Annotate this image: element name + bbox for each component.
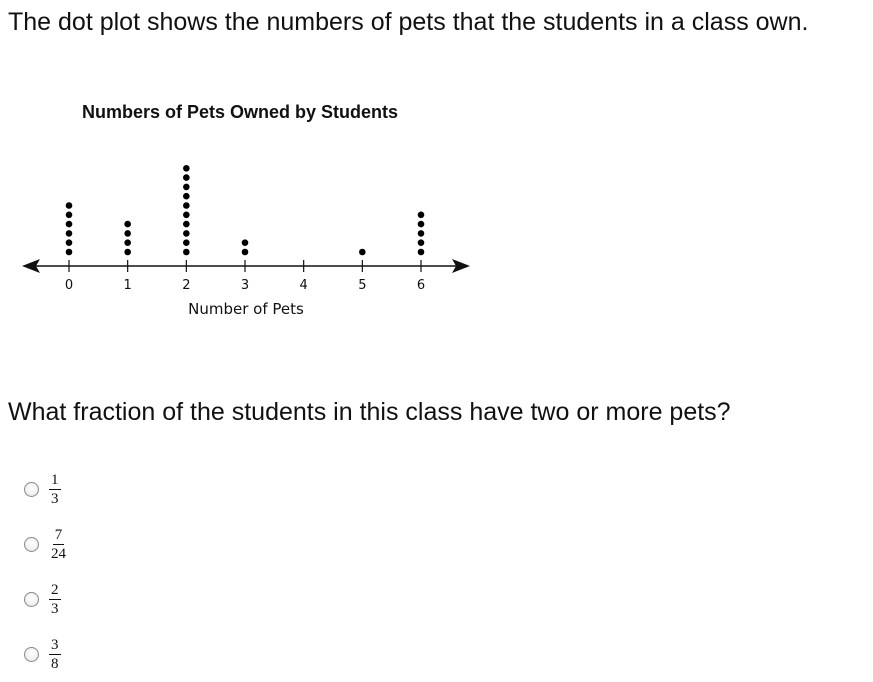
data-dot (242, 239, 249, 246)
answer-option-1[interactable] (24, 462, 68, 517)
x-axis-label: Number of Pets (188, 300, 304, 318)
data-dot (418, 212, 425, 219)
tick-label: 6 (416, 278, 426, 293)
radio-button-icon[interactable] (24, 482, 39, 497)
radio-button-icon[interactable] (24, 592, 39, 607)
fraction (49, 472, 61, 507)
data-dot (183, 249, 190, 256)
radio-button-icon[interactable] (24, 537, 39, 552)
fraction-denominator: 3 (51, 491, 59, 507)
question-prompt: What fraction of the students in this class have two or more pets? (8, 398, 731, 426)
data-dot (418, 230, 425, 237)
tick-label: 4 (299, 278, 308, 293)
fraction-numerator: 2 (51, 582, 59, 598)
question-intro: The dot plot shows the numbers of pets that the students in a class own. (8, 8, 809, 36)
fraction (49, 527, 68, 562)
fraction-numerator: 3 (51, 637, 59, 653)
data-dot (183, 212, 190, 219)
fraction (49, 637, 61, 672)
tick-label: 2 (182, 278, 191, 293)
data-dots (66, 165, 425, 255)
data-dot (183, 165, 190, 172)
fraction-denominator: 8 (51, 656, 59, 672)
data-dot (183, 174, 190, 181)
tick-label: 1 (123, 278, 132, 293)
data-dot (183, 202, 190, 209)
data-dot (124, 249, 131, 256)
fraction-numerator: 1 (51, 472, 59, 488)
data-dot (124, 230, 131, 237)
tick-label: 0 (64, 278, 74, 293)
data-dot (183, 239, 190, 246)
tick-label: 3 (240, 278, 250, 293)
chart-title: Numbers of Pets Owned by Students (81, 102, 399, 122)
data-dot (359, 249, 366, 256)
data-dot (418, 249, 425, 256)
radio-button-icon[interactable] (24, 647, 39, 662)
answer-option-4[interactable] (24, 627, 68, 682)
fraction (49, 582, 61, 617)
data-dot (66, 212, 73, 219)
data-dot (66, 202, 73, 209)
dot-plot (18, 95, 488, 335)
data-dot (183, 221, 190, 228)
fraction-numerator: 7 (54, 527, 63, 543)
data-dot (183, 184, 190, 191)
answer-option-2[interactable] (24, 517, 68, 572)
data-dot (418, 221, 425, 228)
answer-options (24, 462, 68, 682)
data-dot (418, 239, 425, 246)
data-dot (66, 221, 73, 228)
tick-label: 5 (358, 278, 367, 293)
answer-option-3[interactable] (24, 572, 68, 627)
data-dot (242, 249, 249, 256)
fraction-denominator: 24 (51, 546, 66, 562)
axis-tick-labels (65, 278, 425, 293)
data-dot (66, 249, 73, 256)
data-dot (183, 230, 190, 237)
dot-plot-svg (18, 95, 488, 335)
data-dot (183, 193, 190, 200)
data-dot (124, 221, 131, 228)
data-dot (124, 239, 131, 246)
fraction-denominator: 3 (51, 601, 59, 617)
data-dot (66, 230, 73, 237)
data-dot (66, 239, 73, 246)
